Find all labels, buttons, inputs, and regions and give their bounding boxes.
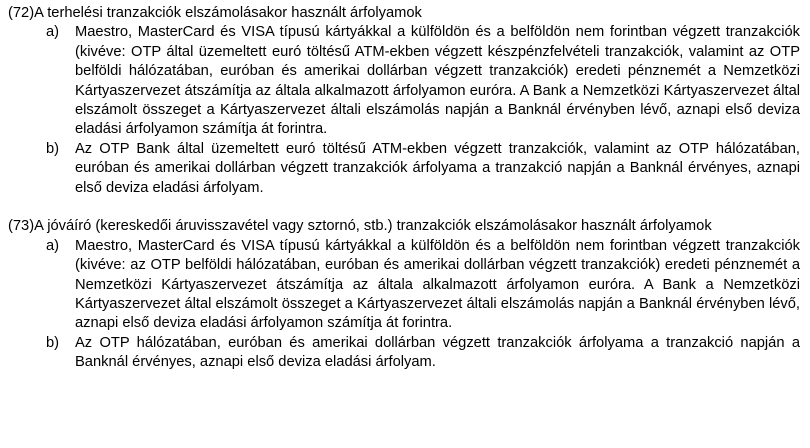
section-73-number: (73) xyxy=(8,218,35,235)
section-73-item-b xyxy=(8,334,800,373)
section-72 xyxy=(8,4,800,198)
section-72-number: (72) xyxy=(8,5,35,21)
section-72-item-a xyxy=(8,23,800,139)
section-73-heading-text: A jóváíró (kereskedői áruvisszavétel vagy sztornó, stb.) tranzakciók elszámolásakor használt árfolyamok xyxy=(34,218,712,235)
item-b-marker: b) xyxy=(46,334,60,351)
item-a-text: Maestro, MasterCard és VISA típusú kártyákkal a külföldön és a belföldön nem forintban végzett tranzakciók (kivéve: OTP által üzemeltett euró töltésű ATM-ekben végzett készpénzfelvételi tranzakciók, valamint az OTP belföldi hálózatában, euróban és amerikai dollárban végzett tranzakciók) eredeti pénznemét a Nemzetközi Kártyaszervezet átszámítja az általa alkalmazott árfolyamon euróra. A Bank a Nemzetközi Kártyaszervezet által elszámolt összeget a Kártyaszervezet általi elszámolás napján a Banknál érvényben lévő, aznapi első deviza eladási árfolyamon számítja át forintra. xyxy=(75,24,800,138)
section-72-heading-text: A terhelési tranzakciók elszámolásakor használt árfolyamok xyxy=(34,5,422,21)
item-a-marker: a) xyxy=(46,24,60,41)
section-72-heading xyxy=(8,4,800,23)
item-a-text: Maestro, MasterCard és VISA típusú kártyákkal a külföldön és a belföldön nem forintban végzett tranzakciók (kivéve: az OTP belföldi hálózatában, euróban és amerikai dollárban végzett tranzakciók) eredeti pénznemét a Nemzetközi Kártyaszervezet átszámítja az általa alkalmazott árfolyamon euróra. A Bank a Nemzetközi Kártyaszervezet által elszámolt összeget a Kártyaszervezet általi elszámolás napján a Banknál érvényben lévő, aznapi első deviza eladási árfolyamon számítja át forintra. xyxy=(75,237,800,332)
item-b-text: Az OTP Bank által üzemeltett euró töltésű ATM-ekben végzett tranzakciók, valamint az OTP hálózatában, euróban és amerikai dollárban végzett tranzakciók árfolyama a tranzakció napján a Banknál érvényes, aznapi első deviza eladási árfolyam. xyxy=(75,140,800,196)
section-73 xyxy=(8,217,800,372)
item-a-marker: a) xyxy=(46,237,60,254)
section-73-item-a xyxy=(8,237,800,334)
section-73-heading xyxy=(8,217,800,236)
item-b-marker: b) xyxy=(46,140,60,157)
item-b-text: Az OTP hálózatában, euróban és amerikai dollárban végzett tranzakciók árfolyama a tranzakció napján a Banknál érvényes, aznapi első deviza eladási árfolyam. xyxy=(75,334,800,371)
section-72-item-b xyxy=(8,140,800,198)
